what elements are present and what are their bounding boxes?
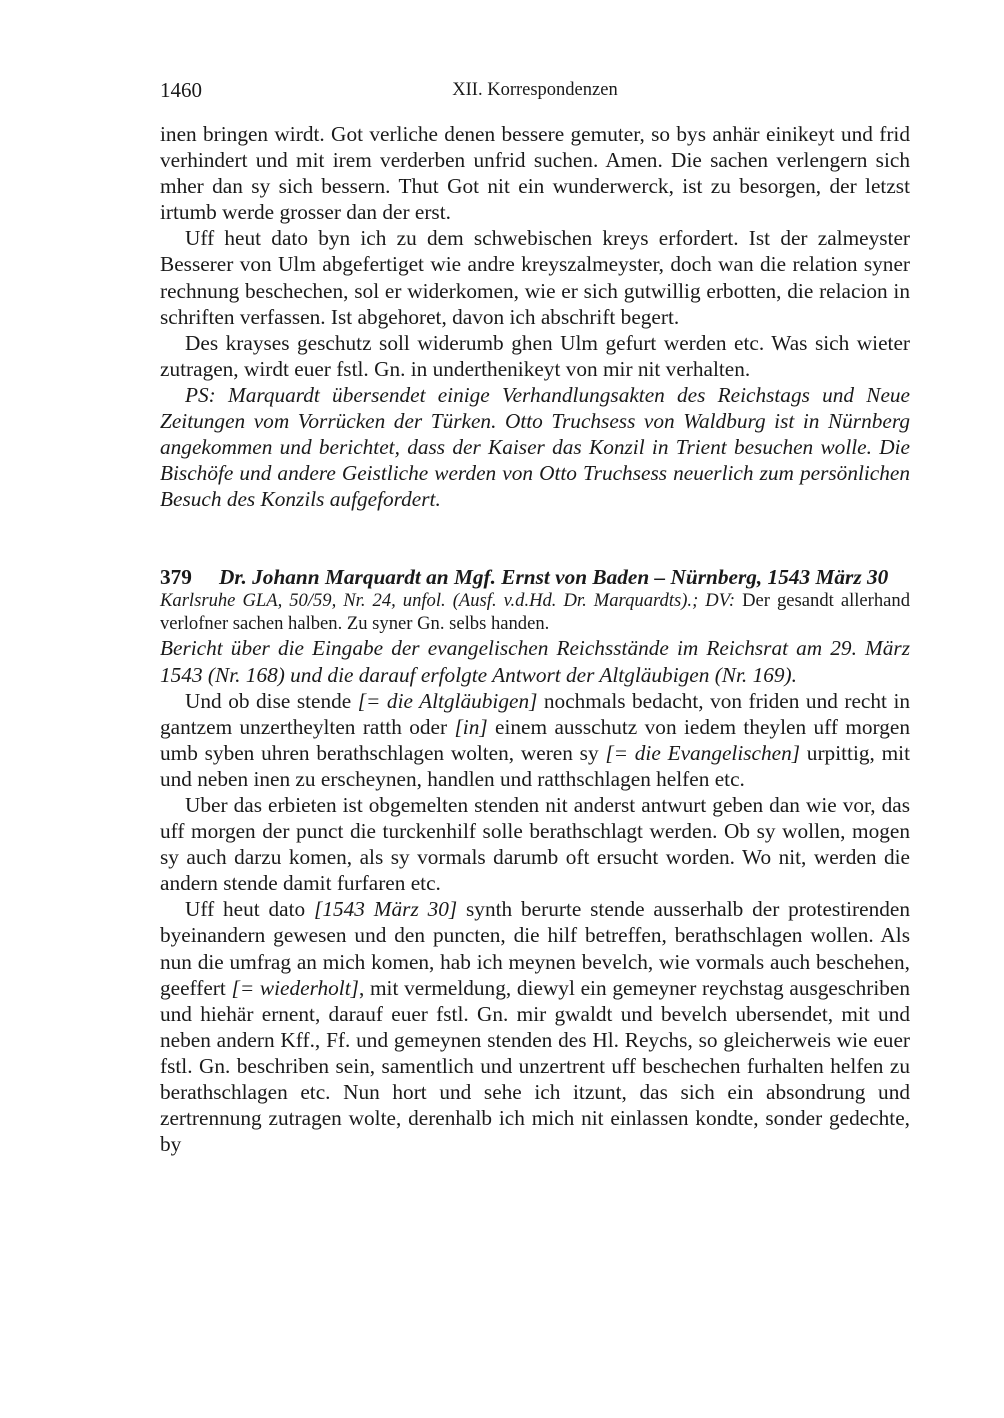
editorial-note: [= die Evangelischen]: [605, 740, 801, 765]
paragraph-1: inen bringen wirdt. Got verliche denen bessere gemuter, so bys anhär einikeyt und frid verhindert und mit irem verderben unfrid suchen. Amen. Die sachen verlengern sich mher dan sy sich bessern. Thut Got nit ein wunderwerck, ist zu besorgen, der letzst irtumb werde grosser dan der erst.: [160, 122, 910, 225]
source-note: [160, 590, 910, 635]
document-heading: [160, 564, 910, 590]
text-run: urpittig, mit und neben inen zu erscheynen, handlen und ratthschlagen helfen etc.: [160, 740, 911, 791]
postscript-text: PS: Marquardt übersendet einige Verhandlungsakten des Reichstags und Neue Zeitungen vom Vorrücken der Türken. Otto Truchsess von Waldburg ist in Nürnberg angekommen und berichtet, dass der Kaiser das Konzil in Trient besuchen wolle. Die Bischöfe und andere Geistliche werden von Otto Truchsess neuerlich zum persönlichen Besuch des Konzils aufgefordert.: [160, 382, 910, 512]
page-header: [160, 78, 910, 108]
text-run: Und ob dise stende: [185, 688, 358, 713]
paragraph-7: [160, 896, 910, 1157]
regest: [160, 635, 910, 687]
postscript-summary: [160, 382, 910, 512]
paragraph-2: Uff heut dato byn ich zu dem schwebischen kreys erfordert. Ist der zalmeyster Besserer von Ulm abgefertiget wie andre kreyszalmeyster, doch wan die relation syner rechnung beschechen, sol er widerkomen, wie er sich gutwillig erbotten, die relacion in schriften verfassen. Ist abgehoret, davon ich abschrift begert.: [160, 226, 910, 329]
paragraph-5: [160, 688, 910, 792]
page-body: [160, 121, 910, 1157]
text-run: synth berurte stende ausserhalb der protestirenden byeinandern gewesen und den puncten, die hilf betreffen, berathschlagen wollen. Als nun die umfrag an mich komen, hab ich meynen bevelch, wie vormals auch beschehen, geeffert: [160, 897, 910, 1000]
text-run: , mit vermeldung, diewyl ein gemeyner reychstag ausgeschriben und hiehär ernent, darauf euer fstl. Gn. mir gwaldt und bevelch ubersendet, mit und neben andern Kff., Ff. und gemeynen stenden des Hl. Reychs, so gleicherweis wie euer fstl. Gn. beschriben sein, samentlich und unzertrent uff beschechen furhalten helfen zu berathschlagen etc. Nun hort und sehe ich itzunt, das sich ein absondrung und zertrennung zutragen wolte, derenhalb ich mich nit einlassen kondte, sonder gedechte, by: [160, 975, 910, 1157]
paragraph-6: Uber das erbieten ist obgemelten stenden nit anderst antwurt geben dan wie vor, das uff morgen der punct die turckenhilf solle berathschlagt werden. Ob sy wollen, mogen sy auch darzu komen, als sy vormals darumb oft ersucht worden. Wo nit, werden die andern stende damit furfaren etc.: [160, 792, 910, 896]
document-title: Dr. Johann Marquardt an Mgf. Ernst von Baden – Nürnberg, 1543 März 30: [219, 565, 889, 590]
document-number: 379: [160, 565, 192, 590]
text-run: einem ausschutz von iedem theylen uff morgen umb syben uhren berathschlagen wolten, weren sy: [160, 714, 911, 765]
editorial-note: [1543 März 30]: [314, 897, 458, 922]
source-archive: Karlsruhe GLA, 50/59, Nr. 24, unfol. (Ausf. v.d.Hd. Dr. Marquardts).; DV:: [160, 590, 736, 612]
editorial-note: [= die Altgläubigen]: [357, 688, 538, 713]
source-dorsal: Der gesandt allerhand verlofner sachen halben. Zu syner Gn. selbs handen.: [160, 590, 910, 634]
editorial-note: [= wiederholt]: [231, 975, 359, 1000]
text-run: Uff heut dato: [185, 897, 315, 922]
page-number: 1460: [160, 78, 202, 102]
paragraph-3: Des krayses geschutz soll widerumb ghen Ulm gefurt werden etc. Was sich wieter zutragen, wirdt euer fstl. Gn. in underthenikeyt von mir nit verhalten.: [160, 330, 910, 381]
text-run: nochmals bedacht, von friden und recht in gantzem unzertheylten ratth oder: [160, 688, 911, 739]
regest-text: Bericht über die Eingabe der evangelischen Reichsstände im Reichsrat am 29. März 1543 (Nr. 168) und die darauf erfolgte Antwort der Altgläubigen (Nr. 169).: [160, 636, 910, 687]
running-title: XII. Korrespondenzen: [452, 80, 618, 100]
editorial-note: [in]: [454, 714, 488, 739]
